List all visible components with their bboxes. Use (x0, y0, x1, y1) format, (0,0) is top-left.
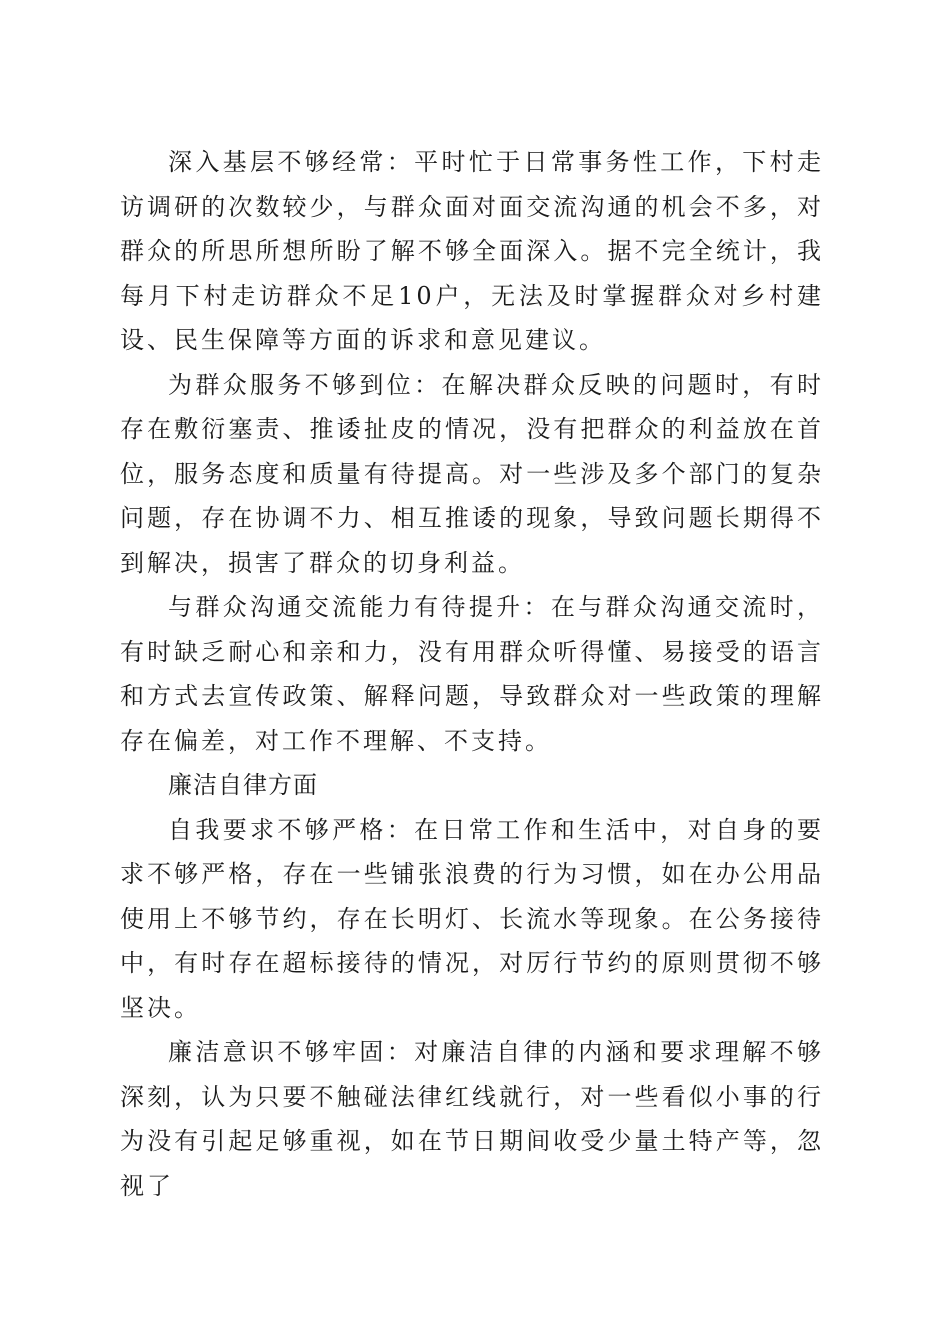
paragraph-self-discipline: 自我要求不够严格：在日常工作和生活中，对自身的要求不够严格，存在一些铺张浪费的行为习惯，如在办公用品使用上不够节约，存在长明灯、长流水等现象。在公务接待中，有时存在超标接待的情况，对厉行节约的原则贯彻不够坚决。 (120, 815, 824, 1022)
paragraph-communication-skills: 与群众沟通交流能力有待提升：在与群众沟通交流时，有时缺乏耐心和亲和力，没有用群众听得懂、易接受的语言和方式去宣传政策、解释问题，导致群众对一些政策的理解存在偏差，对工作不理解、不支持。 (120, 593, 824, 755)
paragraph-grassroots-visits: 深入基层不够经常：平时忙于日常事务性工作，下村走访调研的次数较少，与群众面对面交流沟通的机会不多，对群众的所思所想所盼了解不够全面深入。据不完全统计，我每月下村走访群众不足10户，无法及时掌握群众对乡村建设、民生保障等方面的诉求和意见建议。 (120, 148, 824, 354)
document-body (120, 140, 824, 1208)
paragraph-integrity-awareness: 廉洁意识不够牢固：对廉洁自律的内涵和要求理解不够深刻，认为只要不触碰法律红线就行，对一些看似小事的行为没有引起足够重视，如在节日期间收受少量土特产等，忽视了 (120, 1038, 824, 1200)
section-heading-integrity: 廉洁自律方面 (168, 771, 318, 799)
paragraph-service-quality: 为群众服务不够到位：在解决群众反映的问题时，有时存在敷衍塞责、推诿扯皮的情况，没有把群众的利益放在首位，服务态度和质量有待提高。对一些涉及多个部门的复杂问题，存在协调不力、相互推诿的现象，导致问题长期得不到解决，损害了群众的切身利益。 (120, 370, 824, 577)
